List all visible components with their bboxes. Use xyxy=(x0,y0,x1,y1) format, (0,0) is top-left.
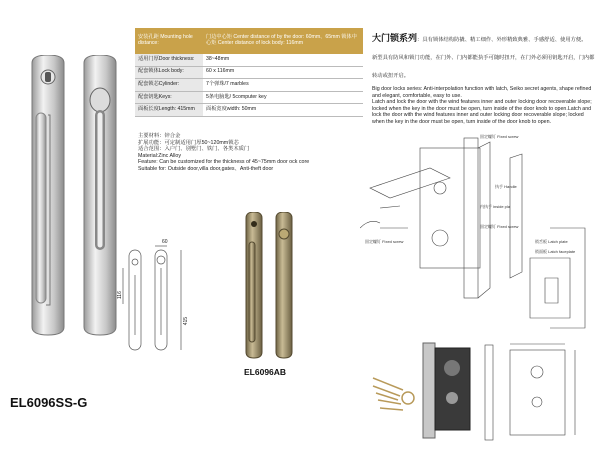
exploded-label: 锁面板 Latch faceplate xyxy=(535,249,576,254)
spec-row xyxy=(135,66,363,79)
material-line: 适合范围：入户门、别墅门、铁门、各类木质门 xyxy=(138,146,250,153)
spec-row xyxy=(135,79,363,92)
series-cn-desc: ：具有锁体结构防撬、精工细作、外形精致典雅、手感舒适、使用方便。 新型具有防风和锁门功能，在门外、门内都能执手可随时扭开，在门外必须用钥匙开启，门内都转动或扭开启。 xyxy=(372,37,595,79)
dimension-drawing xyxy=(115,240,210,360)
spec-value: 面板宽度width: 50mm xyxy=(203,104,363,117)
exploded-label: 固定螺钉 Fixed screw xyxy=(365,239,404,244)
model-small-label: EL6096AB xyxy=(244,367,287,377)
spec-label: 适用门厚Door thickness: xyxy=(135,54,203,66)
series-en-desc: Big door locks series: Anti-interpolation function with latch, Seiko secret agents, shape refined and elegant, comfortable, easy to use. Latch and lock the door with the wind features inner and outer locking door recoverable slope; locked when the key in the door must be open, turn inside of the door knob to open.Latch and lock the door with the wind features inner and outer locking door recoverable slope; locked when the key in the door must be open, turn inside of the door knob to open. xyxy=(372,86,592,126)
material-line: Suitable for: Outside door,villa door,gates、Anti-theft door xyxy=(138,166,274,173)
material-line: Material:Zinc Alloy xyxy=(138,152,181,159)
dim-height-116: 116 xyxy=(116,291,123,300)
dim-height-415: 415 xyxy=(183,316,190,326)
exploded-label: 内执手 inside pla xyxy=(480,204,511,209)
brass-handleset-photo xyxy=(240,212,300,362)
spec-label: 配套钥匙Keys: xyxy=(135,91,203,104)
exploded-label: 固定螺钉 Fixed screw xyxy=(480,134,519,139)
spec-value: 5条电脑匙/ 5computer key xyxy=(203,91,363,104)
material-block xyxy=(138,133,353,173)
model-main-label: EL6096SS-G xyxy=(10,395,88,410)
exploded-label: 执手 Handle xyxy=(495,184,517,189)
spec-row xyxy=(135,104,363,117)
material-line: 扩展功能：可定制适用门厚50~120mm锁芯 xyxy=(138,139,239,146)
spec-row xyxy=(135,54,363,66)
spec-label: 配套锁体Lock body: xyxy=(135,66,203,79)
spec-table xyxy=(135,28,363,117)
spec-value: 60 x 116mm xyxy=(203,66,363,79)
material-line: Feature: Can be customized for the thickness of 45~75mm door ock core xyxy=(138,159,310,166)
spec-label: 面板长度Length: 415mm xyxy=(135,104,203,117)
spec-label: 配套锁芯Cylinder: xyxy=(135,79,203,92)
main-handleset-photo xyxy=(20,55,130,355)
material-line: 主要材料：锌合金 xyxy=(138,133,181,139)
dim-width: 60 xyxy=(162,239,168,245)
spec-row xyxy=(135,91,363,104)
spec-value: 38~48mm xyxy=(203,54,363,66)
series-block xyxy=(372,28,597,126)
exploded-diagram xyxy=(360,128,595,343)
exploded-label: 锁舌板 Latch plate xyxy=(535,239,568,244)
lock-body-drawing xyxy=(480,340,595,445)
spec-header-row xyxy=(135,28,363,54)
exploded-label: 固定螺钉 Fixed screw xyxy=(480,224,519,229)
keys-icon xyxy=(373,378,414,410)
lock-body-photo xyxy=(368,338,478,443)
spec-header-value: 门边中心矩 Center distance of by the door: 60mm、65mm 锁体中心矩 Center distance of lock body: 116mm xyxy=(203,28,363,54)
series-title: 大门锁系列 xyxy=(372,33,418,43)
spec-value: 7个弹珠/7 marbles xyxy=(203,79,363,92)
spec-header-label: 安装孔距 Mounting hole distance: xyxy=(135,28,203,54)
